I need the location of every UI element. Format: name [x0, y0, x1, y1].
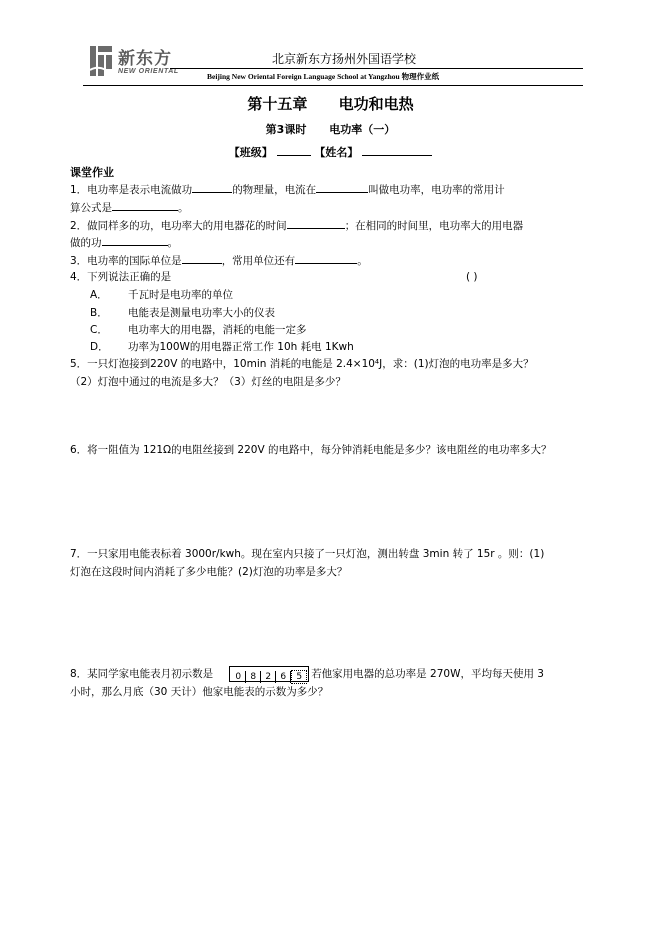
- question-5-line-2: （2）灯泡中通过的电流是多大？（3）灯丝的电阻是多少？: [70, 376, 346, 388]
- chapter-title: 第十五章 电功和电热: [247, 95, 414, 113]
- q2-blank-1[interactable]: [287, 216, 345, 229]
- meter-digit: 0: [231, 671, 246, 683]
- question-6: 6．将一阻值为 121Ω的电阻丝接到 220V 的电路中，每分钟消耗电能是多少？该电阻丝的电功率多大？: [70, 444, 552, 456]
- school-name: 北京新东方扬州外国语学校: [272, 52, 417, 66]
- name-label: 【姓名】: [314, 146, 359, 159]
- header-rule: [170, 68, 583, 69]
- q3-blank-2[interactable]: [295, 251, 357, 264]
- header-bottom-rule: [83, 85, 583, 86]
- meter-digit: 8: [246, 671, 261, 683]
- option-a: A． 千瓦时是电功率的单位: [90, 289, 233, 301]
- option-c: C． 电功率大的用电器，消耗的电能一定多: [90, 324, 307, 336]
- class-label: 【班级】: [228, 146, 273, 159]
- q2-blank-2[interactable]: [102, 233, 168, 246]
- name-blank[interactable]: [362, 143, 432, 156]
- q3-blank-1[interactable]: [182, 251, 222, 264]
- class-name-line: [0, 143, 661, 160]
- meter-reading-display: [229, 666, 309, 682]
- option-d: D． 功率为100W的用电器正常工作 10h 耗电 1Kwh: [90, 341, 354, 353]
- option-b: B． 电能表是测量电功率大小的仪表: [90, 307, 275, 319]
- question-8-line-1: 8．某同学家电能表月初示数是 0 8 2 6 5 若他家用电器的总功率是 270W，平均每天使用 3: [70, 668, 544, 682]
- q1-blank-1[interactable]: [192, 180, 232, 193]
- logo-chinese-text: 新东方: [118, 49, 172, 69]
- section-heading: 课堂作业: [70, 166, 114, 179]
- question-4-answer-paren[interactable]: ( ): [466, 271, 478, 283]
- question-2-line-2: 做的功 。: [70, 233, 178, 252]
- lesson-title: 第3课时 电功率（一）: [265, 123, 396, 136]
- question-7-line-2: 灯泡在这段时间内消耗了多少电能？(2)灯泡的功率是多大？: [70, 566, 348, 578]
- question-8-line-2: 小时，那么月底（30 天计）他家电能表的示数为多少？: [70, 686, 329, 698]
- meter-digit: 2: [261, 671, 276, 683]
- meter-digit: 6: [276, 671, 291, 683]
- question-1-line-2: 算公式是 。: [70, 198, 189, 217]
- new-oriental-logo-icon: [88, 44, 114, 78]
- school-name-english: Beijing New Oriental Foreign Language School at Yangzhou 物理作业纸: [207, 72, 440, 81]
- question-7-line-1: 7．一只家用电能表标着 3000r/kwh。现在室内只接了一只灯泡，测出转盘 3min 转了 15r 。则：(1): [70, 548, 545, 560]
- logo-english-text: NEW ORIENTAL: [118, 68, 179, 75]
- question-4-stem: 4．下列说法正确的是: [70, 271, 172, 283]
- class-blank[interactable]: [277, 143, 311, 156]
- q1-blank-2[interactable]: [316, 180, 368, 193]
- question-1-line-1: 1．电功率是表示电流做功 的物理量，电流在 叫做电功率，电功率的常用计: [70, 180, 505, 199]
- meter-digit-decimal: 5: [291, 670, 307, 684]
- question-3: 3．电功率的国际单位是 ，常用单位还有 。: [70, 251, 368, 270]
- question-2-line-1: 2．做同样多的功，电功率大的用电器花的时间 ；在相同的时间里，电功率大的用电器: [70, 216, 523, 235]
- question-5-line-1: 5．一只灯泡接到220V 的电路中，10min 消耗的电能是 2.4×10⁴J，求：(1)灯泡的电功率是多大？: [70, 358, 534, 370]
- q1-blank-3[interactable]: [112, 198, 178, 211]
